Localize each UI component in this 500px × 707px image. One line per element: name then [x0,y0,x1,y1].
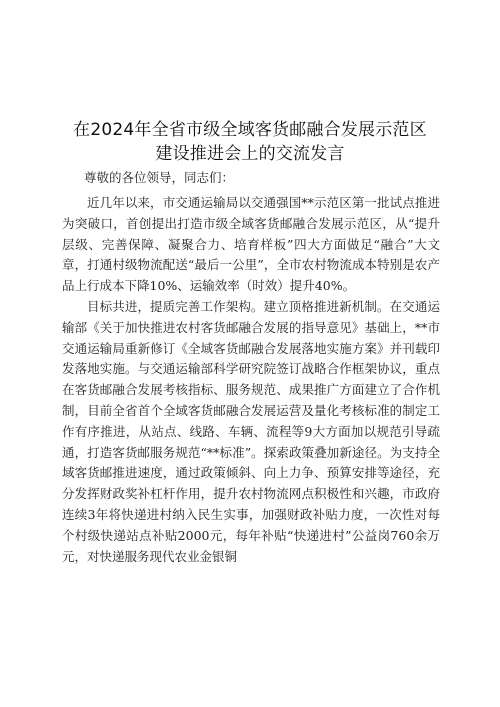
salutation: 尊敬的各位领导，同志们： [84,170,235,185]
paragraph-2: 目标共进，提质完善工作架构。建立顶格推进新机制。在交通运输部《关于加快推进农村客货邮融合发展的指导意见》基础上，**市交通运输局重新修订《全域客货邮融合发展落地实施方案》并刊载印发落地实施。与交通运输部科学研究院签订战略合作框架协议，重点在客货邮融合发展考核指标、服务规范、成果推广方面建立了合作机制，目前全省首个全域客货邮融合发展运营及量化考核标准的制定工作有序推进，从站点、线路、车辆、流程等9大方面加以规范引导疏通，打造客货邮服务规范“**标准”。探索政策叠加新途径。为支持全域客货邮推进速度，通过政策倾斜、向上力争、预算安排等途径，充分发挥财政奖补杠杆作用，提升农村物流网点积极性和兴趣，市政府连续3年将快递进村纳入民生实事，加强财政补贴力度，一次性对每个村级快递站点补贴2000元，每年补贴“快递进村”公益岗760余万元，对快递服务现代农业金银铜 [62,299,440,564]
paragraph-1: 近几年以来，市交通运输局以交通强国**示范区第一批试点推进为突破口，首创提出打造市级全域客货邮融合发展示范区，从“提升层级、完善保障、凝聚合力、培育样板”四大方面做足“融合”大文章，打通村级物流配送“最后一公里”，全市农村物流成本特别是农产品上行成本下降10%、运输效率（时效）提升40%。 [62,195,440,294]
document-title-line-2: 建设推进会上的交流发言 [155,144,345,164]
document-title-line-1: 在2024年全省市级全域客货邮融合发展示范区 [73,120,427,140]
